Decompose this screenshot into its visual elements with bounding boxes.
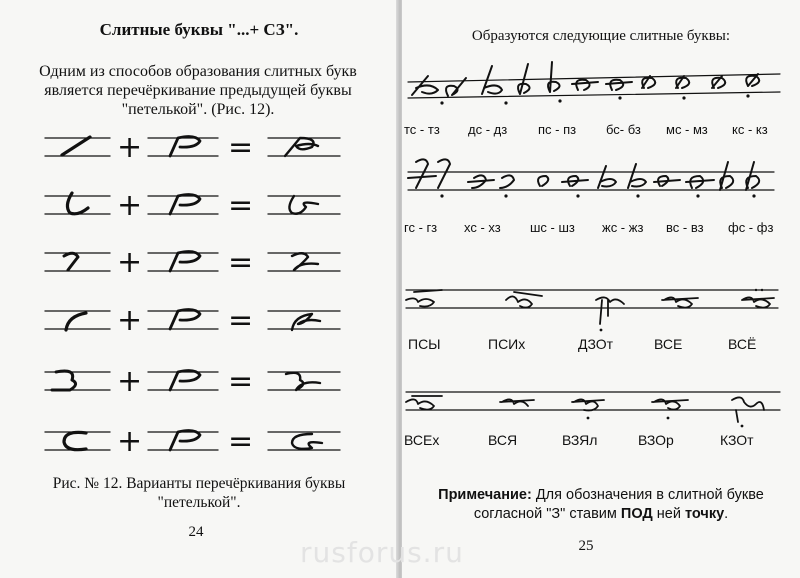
- note-line-2: [402, 505, 800, 524]
- pair-label: жс - жз: [602, 220, 644, 235]
- equation-row-3: [45, 252, 340, 271]
- pair-label: пс - пз: [538, 122, 577, 137]
- pair-label: дс - дз: [468, 122, 508, 137]
- pair-label: бс- бз: [606, 122, 641, 137]
- note-text: .: [724, 506, 729, 522]
- plus-sign: +: [117, 303, 143, 338]
- plus-sign: +: [117, 130, 143, 165]
- pair-label: хс - хз: [464, 220, 501, 235]
- pair-label: фс - фз: [728, 220, 774, 235]
- plus-sign: +: [117, 245, 143, 280]
- word-label: КЗОт: [720, 432, 754, 448]
- equals-sign: =: [228, 424, 254, 459]
- ligature-row-3: [406, 289, 778, 332]
- pair-label: гс - гз: [404, 220, 438, 235]
- plus-sign: +: [117, 364, 143, 399]
- pair-label: тс - тз: [404, 122, 440, 137]
- equation-row-4: [45, 310, 340, 330]
- equals-sign: =: [228, 364, 254, 399]
- pair-label: кс - кз: [732, 122, 768, 137]
- word-label: ВЗЯл: [562, 432, 598, 448]
- watermark: rusforus.ru: [300, 536, 464, 569]
- ligature-row-2: [408, 159, 774, 197]
- intro-text: Одним из способов образования слитных букв является перечёркивание предыдущей буквы "петелькой". (Рис. 12).: [39, 63, 357, 118]
- figure-caption: Рис. № 12. Варианты перечёркивания буквы "петелькой".: [52, 475, 346, 511]
- word-label: ДЗОт: [578, 336, 614, 352]
- equals-sign: =: [228, 188, 254, 223]
- equals-sign: =: [228, 303, 254, 338]
- word-label: ВЗОр: [638, 432, 674, 448]
- note-text: Для обозначения в слитной букве: [531, 487, 764, 503]
- page-title: Слитные буквы "...+ СЗ".: [99, 20, 299, 39]
- equals-sign: =: [228, 245, 254, 280]
- page-title: Образуются следующие слитные буквы:: [471, 28, 731, 44]
- note-emphasis-dot: точку: [685, 506, 725, 522]
- equation-row-6: [45, 431, 340, 450]
- word-label: ВСЕ: [654, 336, 683, 352]
- pair-label: вс - вз: [666, 220, 704, 235]
- equals-sign: =: [228, 130, 254, 165]
- right-page: [402, 0, 800, 578]
- plus-sign: +: [117, 424, 143, 459]
- ligature-row-4: [406, 392, 780, 427]
- note-block: [402, 486, 800, 524]
- word-label: ПСЫ: [408, 336, 441, 352]
- left-page: [0, 0, 398, 578]
- note-emphasis-under: ПОД: [620, 506, 653, 522]
- word-label: ВСЯ: [488, 432, 518, 448]
- equation-row-2: [45, 193, 340, 214]
- word-label: ВСЕх: [404, 432, 440, 448]
- equation-row-1: [45, 137, 340, 156]
- note-text: ней: [652, 506, 685, 522]
- pair-label: шс - шз: [530, 220, 575, 235]
- note-label: Примечание:: [438, 487, 532, 503]
- ligature-row-1: [408, 62, 780, 105]
- word-label: ВСЁ: [728, 336, 757, 352]
- page-number: 25: [578, 538, 594, 554]
- pair-label: мс - мз: [666, 122, 708, 137]
- note-line-1: [402, 486, 800, 505]
- plus-sign: +: [117, 188, 143, 223]
- page-number: 24: [188, 524, 204, 540]
- equation-row-5: [45, 371, 340, 390]
- word-label: ПСИх: [488, 336, 526, 352]
- note-text: согласной "З" ставим: [473, 506, 621, 522]
